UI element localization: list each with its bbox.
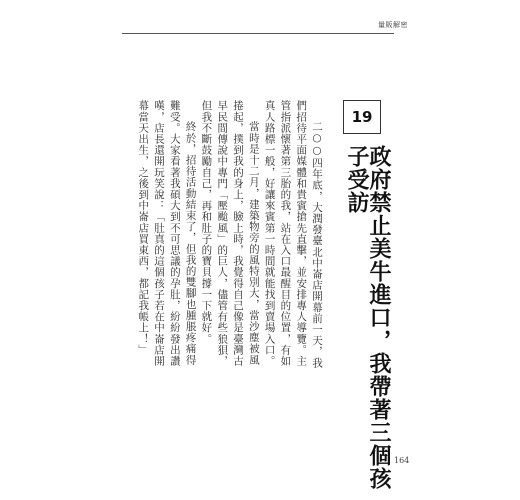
- paragraph: 二○○四年底，大潤發臺北中崙店開幕前一天，我們招待平面媒體和貴賓搶先直擊，並安排專人導覽。主管指派懷著第三胎的我，站在入口最醒目的位置，有如真人路標一般，好讓來賓第一時間就能找到賣場入口。: [263, 100, 323, 369]
- paragraph: 終於，招待活動結束了，但我的雙腳也腫脹疼痛得難受。大家看著我碩大到不可思議的孕肚，紛紛發出讚嘆，店長還開玩笑說：「肚真的這個孩子若在中崙店開幕當天出生，之後到中崙店買東西，都記我帳上！」: [137, 100, 197, 367]
- chapter-number: 19: [351, 108, 373, 126]
- body-text: [112, 100, 324, 375]
- running-head: 量販解密: [378, 21, 408, 29]
- chapter-title: 政府禁止美牛進口，我帶著三個孩子受訪: [344, 145, 392, 490]
- paragraph: 當時是十二月，建築物旁的風特別大，當沙塵被風捲起，撲到我的身上，臉上時，我覺得自己像是臺灣古早民間傳說中專門「壓颱風」的巨人，儘管有些狼狽，但我不斷鼓勵自己，再和肚子的寶貝撐一下就好。: [200, 100, 260, 367]
- header-rule: [122, 33, 394, 34]
- page-number: 164: [394, 456, 410, 465]
- chapter-number-box: [343, 100, 381, 134]
